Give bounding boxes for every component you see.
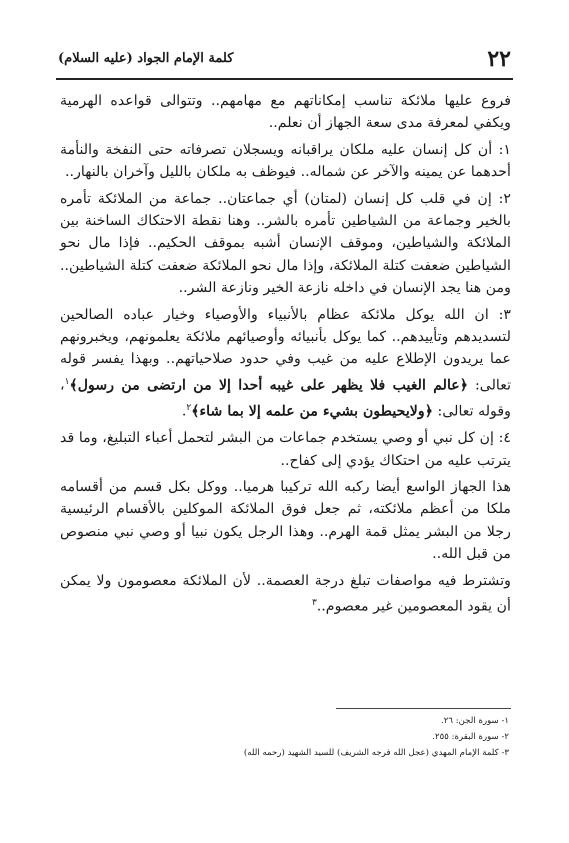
footnote-ref-1: ١ bbox=[64, 376, 70, 387]
paragraph-point-3-mid: ، وقوله تعالى: bbox=[60, 377, 511, 420]
quran-verse-jinn: ﴿عالم الغيب فلا يظهر على غيبه أحدا إلا من ارتضى من رسول﴾ bbox=[69, 377, 469, 394]
footnote-3: ٣- كلمة الإمام المهدي (عجل الله فرجه الشريف) للسيد الشهيد (رحمه الله) bbox=[243, 748, 509, 758]
paragraph-point-3 bbox=[60, 304, 511, 424]
paragraph-point-1: ١: أن كل إنسان عليه ملكان يراقبانه ويسجلان تصرفاته حتى النفخة والنأمة أحدهما عن يمينه والآخر عن شماله.. فيوظف به ملكان بالليل وآخران بالنهار.. bbox=[60, 141, 511, 181]
quran-verse-baqara: ﴿ولايحيطون بشيء من علمه إلا بما شاء﴾ bbox=[191, 403, 434, 420]
paragraph-point-3-end: . bbox=[181, 403, 187, 420]
paragraph-point-3-text: ٣: ان الله يوكل ملائكة عظام بالأنبياء والأوصياء وخيار عباده الصالحين لتسديدهم وتأييدهم.. كما يوكل بأنبيائه وأوصيائهم ملائكة يعلمونهم، ويخبرونهم عما يريدون الإطلاع عليه من غيب وفي حدود صلاحياتهم.. وبهذا يفسر قوله تعالى: bbox=[60, 306, 512, 394]
paragraph-infallibility-text: وتشترط فيه مواصفات تبلغ درجة العصمة.. لأن الملائكة معصومون ولا يمكن أن يقود المعصومين غير معصوم.. bbox=[60, 572, 511, 615]
paragraph-hierarchy: هذا الجهاز الواسع أيضا ركبه الله تركيبا هرميا.. ووكل بكل قسم من أقسامه ملكا من أعظم ملائكته، ثم جعل فوق الملائكة الموكلين بالأقسام الرئيسية رجلا من البشر يمثل قمة الهرم.. وهذا الرجل يكون نبيا أو وصي نبي منصوص من قبل الله.. bbox=[60, 478, 511, 563]
page-number: ٢٢ bbox=[487, 46, 511, 72]
paragraph-intro: فروع عليها ملائكة تناسب إمكاناتهم مع مهامهم.. وتتوالى قواعده الهرمية ويكفي لمعرفة مدى سعة الجهاز أن نعلم.. bbox=[60, 93, 511, 132]
paragraph-point-2: ٢: إن في قلب كل إنسان (لمتان) أي جماعتان.. جماعة من الملائكة تأمره بالخير وجماعة من الشياطين تأمره بالشر.. وهنا نقطة الاحتكاك الساخنة بين الملائكة والشياطين، وموقف الإنسان أشبه بموقف الحكيم.. فإذا مال نحو الشياطين ضعفت كتلة الملائكة، وإذا مال نحو الملائكة ضعفت كتلة الشياطين.. ومن هنا يجد الإنسان في داخله نازعة الخير ونازعة الشر.. bbox=[60, 190, 511, 297]
footnote-2: ٢- سورة البقرة: ٢٥٥. bbox=[432, 732, 509, 742]
footnote-rule bbox=[336, 708, 511, 709]
footnote-ref-3: ٣ bbox=[311, 598, 317, 608]
footnote-ref-2: ٢ bbox=[186, 403, 192, 414]
paragraph-infallibility bbox=[60, 570, 511, 619]
footnotes bbox=[60, 713, 509, 761]
running-header-title: كلمة الإمام الجواد (عليه السلام) bbox=[58, 51, 234, 66]
paragraph-point-4: ٤: إن كل نبي أو وصي يستخدم جماعات من البشر لتحمل أعباء التبليغ، وما قد يترتب عليه من احتكاك يؤدي إلى كفاح.. bbox=[60, 430, 511, 469]
header-rule bbox=[56, 78, 513, 80]
footnote-1: ١- سورة الجن: ٢٦. bbox=[441, 716, 509, 726]
page-body bbox=[60, 90, 511, 622]
